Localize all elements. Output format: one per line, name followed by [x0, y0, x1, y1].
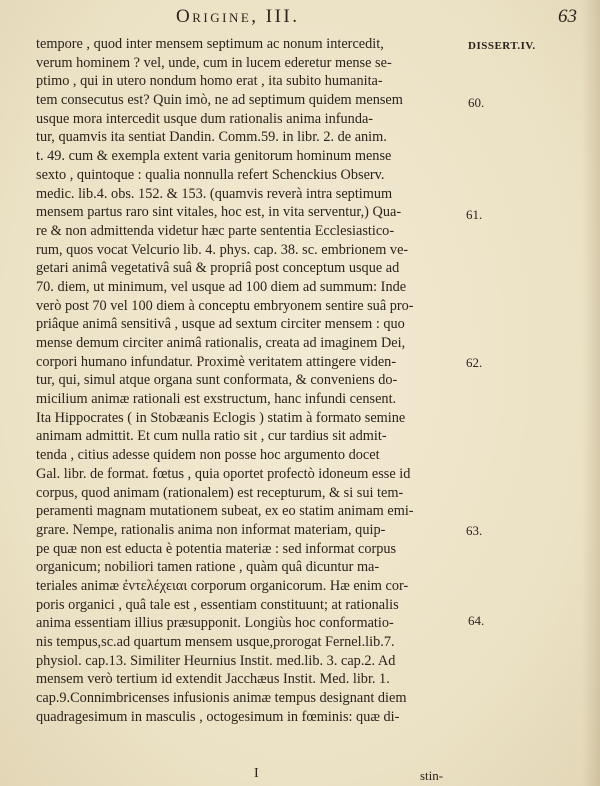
text-line: pe quæ non est educta è potentia materiæ : sed informat corpus	[36, 540, 397, 557]
text-line: ptimo , qui in utero nondum homo erat , ita subito humanita-	[36, 73, 383, 90]
text-line: poris organici , quâ tale est , essentiam constituunt; at rationalis	[36, 596, 399, 613]
text-line: mense demum circiter animâ rationalis, creata ad imaginem Dei,	[36, 335, 406, 351]
text-line: mensem partus raro sint vitales, hoc est, in vita serventur,) Qua-	[36, 204, 402, 221]
text-line: organicum; nobiliori tamen ratione , quàm quâ dicuntur ma-	[36, 559, 380, 576]
text-line: getari animâ vegetativâ suâ & propriâ post conceptum usque ad	[36, 260, 400, 277]
signature-mark: I	[254, 766, 259, 781]
text-line: mensem verò tertium id extendit Jacchæus Instit. Med. libr. 1.	[36, 671, 390, 688]
running-head: Origine, III.	[176, 6, 300, 27]
text-line: 70. diem, ut minimum, vel usque ad 100 diem ad summum: Inde	[36, 278, 407, 295]
catchword: stin-	[420, 768, 444, 783]
text-line: rum, quos vocat Velcurio lib. 4. phys. cap. 38. sc. embrionem ve-	[36, 241, 409, 258]
text-line: quadragesimum in masculis , octogesimum in fœminis: quæ di-	[36, 708, 400, 725]
text-line: corpus, quod animam (rationalem) est recepturum, & si sui tem-	[36, 484, 404, 501]
text-line: anima essentiam illius præsupponit. Longiùs hoc conformatio-	[36, 615, 394, 632]
text-line: nis tempus,sc.ad quartum mensem usque,prorogat Fernel.lib.7.	[36, 634, 395, 650]
text-line: medic. lib.4. obs. 152. & 153. (quamvis reverà intra septimum	[36, 185, 393, 202]
text-line: grare. Nempe, rationalis anima non informat materiam, quip-	[36, 521, 386, 538]
page-edge-shadow	[582, 0, 600, 786]
text-line: Gal. libr. de format. fœtus , quia oportet profectò idoneum esse id	[36, 465, 411, 482]
text-line: tempore , quod inter mensem septimum ac nonum intercedit,	[36, 36, 384, 52]
text-line: animam admittit. Et cum nulla ratio sit , cur tardius sit admit-	[36, 428, 387, 445]
margin-note-63: 63.	[466, 523, 483, 538]
text-line: sexto , quintoque : qualia nonnulla refert Schenckius Observ.	[36, 166, 385, 183]
page-number: 63	[558, 6, 577, 27]
text-line: t. 49. cum & exempla extent varia genitorum hominum mense	[36, 148, 392, 165]
margin-note-61: 61.	[466, 207, 483, 222]
text-line: tur, quamvis ita sentiat Dandin. Comm.59. in libr. 2. de anim.	[36, 129, 387, 146]
text-line: tem consecutus est? Quin imò, ne ad septimum quidem mensem	[36, 92, 403, 109]
text-line: teriales animæ ἐντελέχειαι corporum organicorum. Hæ enim cor-	[36, 577, 409, 594]
margin-note-60: 60.	[468, 95, 485, 110]
body-text	[36, 35, 464, 726]
text-line: verò post 70 vel 100 diem à conceptu embryonem sentire suâ pro-	[36, 297, 414, 314]
text-line: priâque animâ sensitivâ , usque ad sextum circiter mensem : quo	[36, 316, 405, 333]
text-line: tenda , citius adesse quidem non posse hoc argumento docet	[36, 447, 380, 464]
margin-note-64: 64.	[468, 613, 485, 628]
text-line: physiol. cap.13. Similiter Heurnius Instit. med.lib. 3. cap.2. Ad	[36, 652, 396, 669]
text-line: Ita Hippocrates ( in Stobæanis Eclogis ) statim à formato semine	[36, 409, 406, 426]
margin-note-62: 62.	[466, 355, 483, 370]
text-line: verum hominem ? vel, unde, cum in lucem ederetur mense se-	[36, 54, 392, 71]
margin-note-dissertation: DISSERT.IV.	[468, 40, 536, 52]
text-line: re & non admittenda videtur hæc parte sententia Ecclesiastico-	[36, 222, 395, 239]
text-line: tur, qui, simul atque organa sunt conformata, & conveniens do-	[36, 372, 398, 389]
text-line: usque mora intercedit usque dum rationalis anima infunda-	[36, 110, 374, 127]
text-line: micilium animæ rationali est exstructum, hanc infundi censent.	[36, 391, 397, 408]
text-line: corpori humano infundatur. Proximè veritatem attingere viden-	[36, 353, 397, 370]
text-line: peramenti magnam mutationem subeat, ex eo statim animam emi-	[36, 503, 414, 520]
page-header	[0, 6, 600, 32]
text-line: cap.9.Connimbricenses infusionis animæ tempus designant diem	[36, 690, 407, 707]
